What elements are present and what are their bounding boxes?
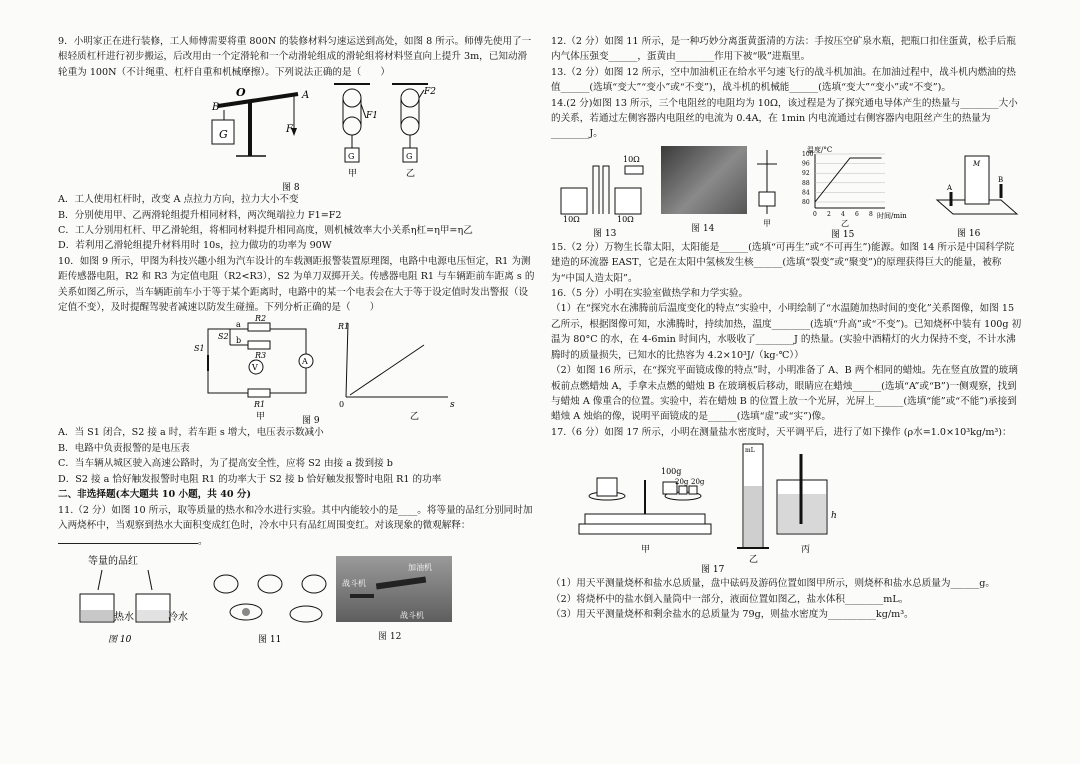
svg-text:S2: S2: [218, 332, 229, 342]
svg-text:0: 0: [339, 400, 345, 410]
svg-text:M: M: [973, 159, 981, 168]
figure-12-caption: 图 12: [378, 631, 402, 642]
question-16-heading: 16.（5 分）小明在实验室做热学和力学实验。: [551, 288, 749, 300]
question-10-stem: 10．如图 9 所示，甲图为科技兴趣小组为汽车设计的车载测距报警装置原理图，电路中电源电压恒定，R1 为测距传感器电阻，R2 和 R3 为定值电阻（R2<R3），S2 为单刀双掷开关。传感器电阻 R1 与车辆距前车距离 s 的关系如图乙所示，当车辆距前车小于等于某个距离时，电路中的某一个电表会在大于等于设定值时发出警报（设定值不变），及时提醒驾驶者减速以防发生碰撞。下列分析正确的是（ ）: [58, 255, 535, 314]
figure-8-caption: 图 8: [282, 183, 300, 193]
svg-text:20g: 20g: [675, 478, 689, 487]
svg-text:热水: 热水: [114, 611, 134, 623]
svg-text:甲: 甲: [256, 412, 266, 423]
figures-13-16: [551, 144, 1023, 240]
svg-text:10Ω: 10Ω: [617, 214, 634, 224]
figure-17: [551, 440, 1023, 576]
figure-16-drawing: [931, 144, 1023, 240]
x-tick-label: 6: [855, 210, 859, 218]
svg-text:R2: R2: [255, 315, 267, 324]
question-10-option-b: B．电路中负责报警的是电压表: [58, 442, 190, 454]
svg-text:A: A: [302, 357, 308, 367]
figure-17-drawing: [551, 440, 1023, 576]
x-tick-label: 2: [827, 210, 831, 218]
section-2-heading: 二、非选择题(本大题共 10 小题，共 40 分): [58, 489, 252, 501]
svg-text:R1: R1: [338, 322, 350, 332]
x-tick-label: 8: [869, 210, 873, 218]
question-10-option-d: D．S2 接 a 恰好触发报警时电阻 R1 的功率大于 S2 接 b 恰好触发报警时电阻 R1 的功率: [58, 473, 442, 485]
figure-15-plot: [802, 151, 885, 218]
temperature-curve: [815, 158, 882, 202]
svg-text:10Ω: 10Ω: [563, 214, 580, 224]
svg-text:100g: 100g: [661, 467, 682, 477]
svg-text:甲: 甲: [348, 169, 358, 180]
pulley-jia-moving: [343, 117, 361, 135]
question-9-stem: 9．小明家正在进行装修，工人师傅需要将重 800N 的装修材料匀速运送到高处，如图 8 所示。师傅先使用了一根轻质杠杆进行初步搬运，后改用由一个定滑轮和一个动滑轮组成的滑轮组将材料竖直向上提升 3m，已知动滑轮重为 100N（不计绳重、杠杆自重和机械摩擦）。下列说法正确的是（ ）: [58, 36, 532, 78]
figure-14-photo: [661, 146, 747, 214]
svg-text:时间/min: 时间/min: [877, 211, 907, 220]
question-17-part-1: （1）用天平测量烧杯和盐水总质量，盘中砝码及游码位置如图甲所示，则烧杯和盐水总质量为______g。: [551, 578, 995, 590]
question-16-part-1: （1）在“探究水在沸腾前后温度变化的特点”实验中，小明绘制了“水温随加热时间的变化”关系图像，如图 15 乙所示，根据图像可知，水沸腾时，持续加热，温度________(选填“升高”或“不变”)。已知烧杯中装有 100g 初温为 80°C 的水，在 4-6min 时间内，水吸收了________J 的热量。(实验中酒精灯的火力保持不变，不计水沸腾时的质量损失，已知水的比热容为 4.2×10³J/（kg·℃））: [551, 303, 1022, 361]
x-tick-label: 4: [841, 210, 845, 218]
lever-post: [248, 100, 252, 156]
svg-text:V: V: [252, 363, 258, 373]
svg-text:G: G: [406, 152, 413, 162]
svg-text:乙: 乙: [406, 169, 416, 180]
figure-14-caption: 图 14: [691, 223, 715, 234]
svg-text:s: s: [450, 400, 455, 411]
svg-text:A: A: [947, 183, 953, 192]
question-16-part-2: （2）如图 16 所示，在“探究平面镜成像的特点”时，小明准备了 A、B 两个相同的蜡烛。先在竖直放置的玻璃板前点燃蜡烛 A，手拿未点燃的蜡烛 B 在玻璃板后移动，眼睛应在蜡烛______(选填“A”或“B”)一侧观察，找到与蜡烛 A 像重合的位置。实验中，若在蜡烛 B 的位置上放一个光屏，光屏上______(选填“能”或“不能”)承接到蜡烛 A 烛焰的像，说明平面镜成的是______(选填“虚”或“实”)像。: [551, 365, 1018, 423]
question-17: 17.（6 分）如图 17 所示，小明在测量盐水密度时，天平调平后，进行了如下操作 (ρ水=1.0×10³kg/m³)：: [551, 426, 1012, 438]
question-17-part-2: （2）将烧杯中的盐水倒入量筒中一部分，液面位置如图乙，盐水体积________mL。: [551, 593, 909, 605]
svg-text:a: a: [236, 320, 241, 330]
figure-12-photo: 加油机 战斗机 战斗机: [336, 556, 452, 622]
svg-text:丙: 丙: [801, 545, 811, 556]
question-11-stem: 11.（2 分）如图 10 所示，取等质量的热水和冷水进行实验。其中内能较小的是____。将等量的品红分别同时加入两烧杯中，当观察到热水大面积变成红色时，冷水中只有品红周围变红。对该现象的微观解释：。: [58, 504, 533, 548]
answer-blank[interactable]: [58, 533, 198, 544]
lever-bar: [218, 94, 298, 106]
y-tick-label: 100: [802, 150, 814, 158]
question-17-part-3: （3）用天平测量烧杯和剩余盐水的总质量为 79g，则盐水密度为__________kg/m³。: [551, 608, 914, 620]
figure-9-caption: 图 9: [302, 416, 320, 426]
svg-text:G: G: [219, 128, 228, 142]
question-15: 15.（2 分）万物生长靠太阳，太阳能是______(选填“可再生”或“不可再生”)能源。如图 14 所示是中国科学院建造的环流器 EAST，它是在太阳中氢核发生核______(选填“裂变”或“聚变”)的原理获得巨大的能量，被称为“中国人造太阳”。: [551, 241, 1015, 284]
svg-text:b: b: [236, 336, 242, 346]
figure-13-caption: 图 13: [593, 228, 617, 239]
svg-text:冷水: 冷水: [168, 611, 188, 623]
svg-text:mL: mL: [745, 447, 755, 455]
y-tick-label: 96: [802, 160, 810, 168]
svg-text:B: B: [212, 102, 220, 114]
svg-text:G: G: [348, 152, 355, 162]
svg-text:B: B: [998, 175, 1004, 184]
figure-8-drawing: [58, 80, 535, 192]
svg-text:10Ω: 10Ω: [623, 154, 640, 164]
question-14: 14.(2 分)如图 13 所示，三个电阻丝的电阻均为 10Ω，该过程是为了探究通电导体产生的热量与________大小的关系，若通过左侧容器内电阻丝的电流为 0.4A，在 1min 内电流通过右侧容器内电阻丝产生的热量为________J。: [551, 97, 1018, 140]
svg-text:S1: S1: [194, 344, 205, 354]
pulley-jia-fixed: [343, 89, 361, 107]
figure-15-caption: 图 15: [831, 229, 855, 240]
svg-text:A: A: [302, 90, 310, 102]
figure-9: [58, 315, 535, 425]
figure-17-caption: 图 17: [701, 565, 725, 576]
right-column: [551, 34, 1023, 622]
left-column: [58, 34, 535, 646]
svg-text:乙: 乙: [749, 555, 759, 566]
svg-text:R1: R1: [254, 400, 266, 410]
svg-text:乙: 乙: [841, 218, 849, 228]
svg-text:F: F: [286, 124, 293, 136]
svg-text:温度/°C: 温度/°C: [807, 145, 833, 154]
question-9-option-c: C．工人分别用杠杆、甲乙滑轮组，将相同材料提升相同高度，则机械效率大小关系η杠=η甲=η乙: [58, 225, 473, 237]
svg-text:F1: F1: [366, 111, 378, 122]
figure-9-drawing: [58, 315, 535, 425]
question-10-option-a: A．当 S1 闭合，S2 接 a 时，若车距 s 增大，电压表示数减小: [58, 427, 324, 439]
y-tick-label: 80: [802, 198, 810, 206]
figure-10-drawing: [58, 554, 535, 646]
svg-text:R3: R3: [255, 351, 267, 361]
question-13: 13.（2 分）如图 12 所示，空中加油机正在给水平匀速飞行的战斗机加油。在加油过程中，战斗机内燃油的热值______(选填“变大”“变小”或“不变”)，战斗机的机械能______(选填“变大”“变小”或“不变”)。: [551, 66, 1016, 94]
svg-text:h: h: [831, 511, 837, 522]
svg-text:20g: 20g: [691, 478, 705, 487]
figures-10-11-12: [58, 554, 535, 646]
svg-text:甲: 甲: [641, 545, 651, 556]
x-tick-label: 0: [813, 210, 817, 218]
y-tick-label: 92: [802, 170, 810, 178]
y-tick-label: 88: [802, 179, 810, 187]
y-tick-label: 84: [802, 189, 810, 197]
pulley-yi-fixed: [401, 89, 419, 107]
svg-text:甲: 甲: [763, 218, 771, 228]
svg-text:F2: F2: [424, 87, 436, 98]
label-O: O: [236, 86, 246, 100]
figure-15-drawing: [751, 144, 911, 240]
svg-text:乙: 乙: [410, 412, 420, 423]
svg-text:等量的品红: 等量的品红: [88, 555, 138, 567]
question-12: 12.（2 分）如图 11 所示，是一种巧妙分离蛋黄蛋清的方法：手按压空矿泉水瓶，把瓶口扣住蛋黄，松手后瓶内气体压强变______，蛋黄由________作用下被“吸”进瓶里。: [551, 36, 1016, 63]
figure-8: [58, 80, 535, 192]
question-10-option-c: C．当车辆从城区驶入高速公路时，为了提高安全性，应将 S2 由接 a 拨到接 b: [58, 458, 393, 470]
question-9-option-b: B．分别使用甲、乙两滑轮组提升相同材料，两次绳端拉力 F1=F2: [58, 209, 342, 221]
figure-16-caption: 图 16: [957, 228, 981, 239]
pulley-yi-moving: [401, 117, 419, 135]
figure-11-caption: 图 11: [258, 634, 282, 645]
question-9-option-a: A．工人使用杠杆时，改变 A 点拉力方向，拉力大小不变: [58, 194, 299, 206]
figure-10-caption: 图 10: [108, 634, 132, 645]
question-9-option-d: D．若利用乙滑轮组提升材料用时 10s，拉力做功的功率为 90W: [58, 240, 332, 252]
